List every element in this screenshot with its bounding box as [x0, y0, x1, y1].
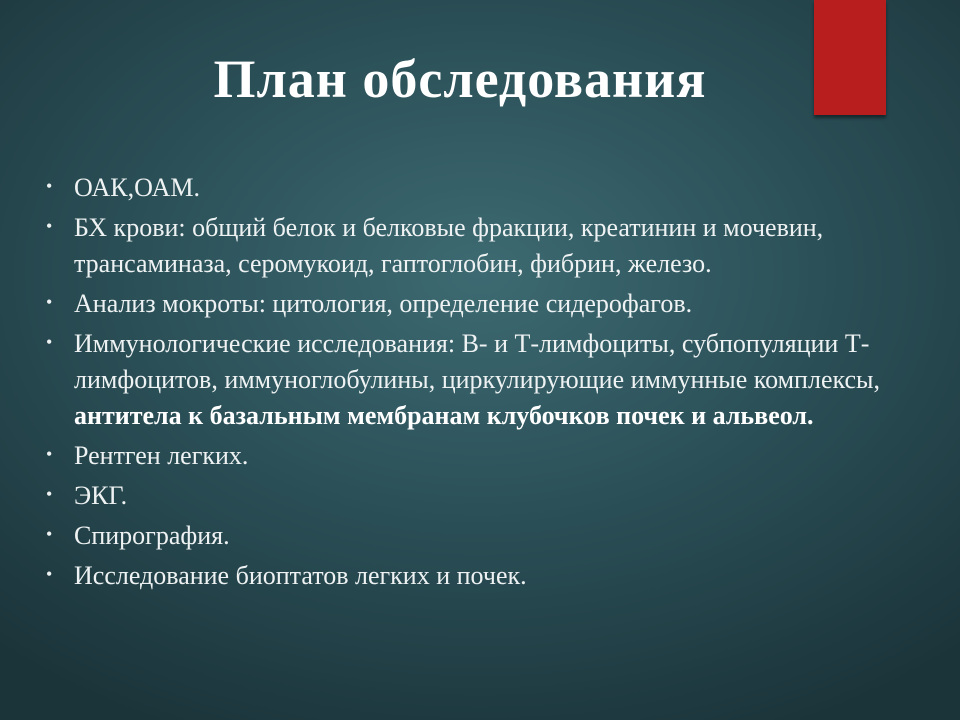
bullet-item [42, 438, 912, 474]
bullet-dot-icon: • [46, 484, 53, 504]
bullet-item [42, 286, 912, 322]
bullet-item [42, 326, 912, 434]
bullet-dot-icon: • [46, 216, 53, 236]
bullet-item [42, 518, 912, 554]
bullet-dot-icon: • [46, 524, 53, 544]
bullet-text: Исследование биоптатов легких и почек. [74, 561, 527, 590]
bullet-text: Анализ мокроты: цитология, определение сидерофагов. [74, 289, 693, 318]
bullet-text: Рентген легких. [74, 441, 249, 470]
bullet-dot-icon: • [46, 332, 53, 352]
bullet-item [42, 558, 912, 594]
bullet-text: БХ крови: общий белок и белковые фракции, креатинин и мочевин, трансаминаза, серомукоид, гаптоглобин, фибрин, железо. [74, 213, 824, 278]
bullet-item [42, 170, 912, 206]
bullet-text: Иммунологические исследования: В- и Т-лимфоциты, субпопуляции Т-лимфоцитов, иммуноглобулины, циркулирующие иммунные комплексы, [74, 329, 880, 394]
bullet-list [42, 170, 912, 598]
bullet-text: ОАК,ОАМ. [74, 173, 200, 202]
bullet-dot-icon: • [46, 292, 53, 312]
bullet-dot-icon: • [46, 176, 53, 196]
bullet-bold-text: антитела к базальным мембранам клубочков почек и альвеол. [74, 401, 814, 430]
bullet-text: ЭКГ. [74, 481, 128, 510]
bullet-dot-icon: • [46, 564, 53, 584]
bullet-dot-icon: • [46, 444, 53, 464]
bullet-item [42, 478, 912, 514]
slide-title: План обследования [213, 49, 707, 109]
bullet-text: Спирография. [74, 521, 230, 550]
bullet-item [42, 210, 912, 282]
